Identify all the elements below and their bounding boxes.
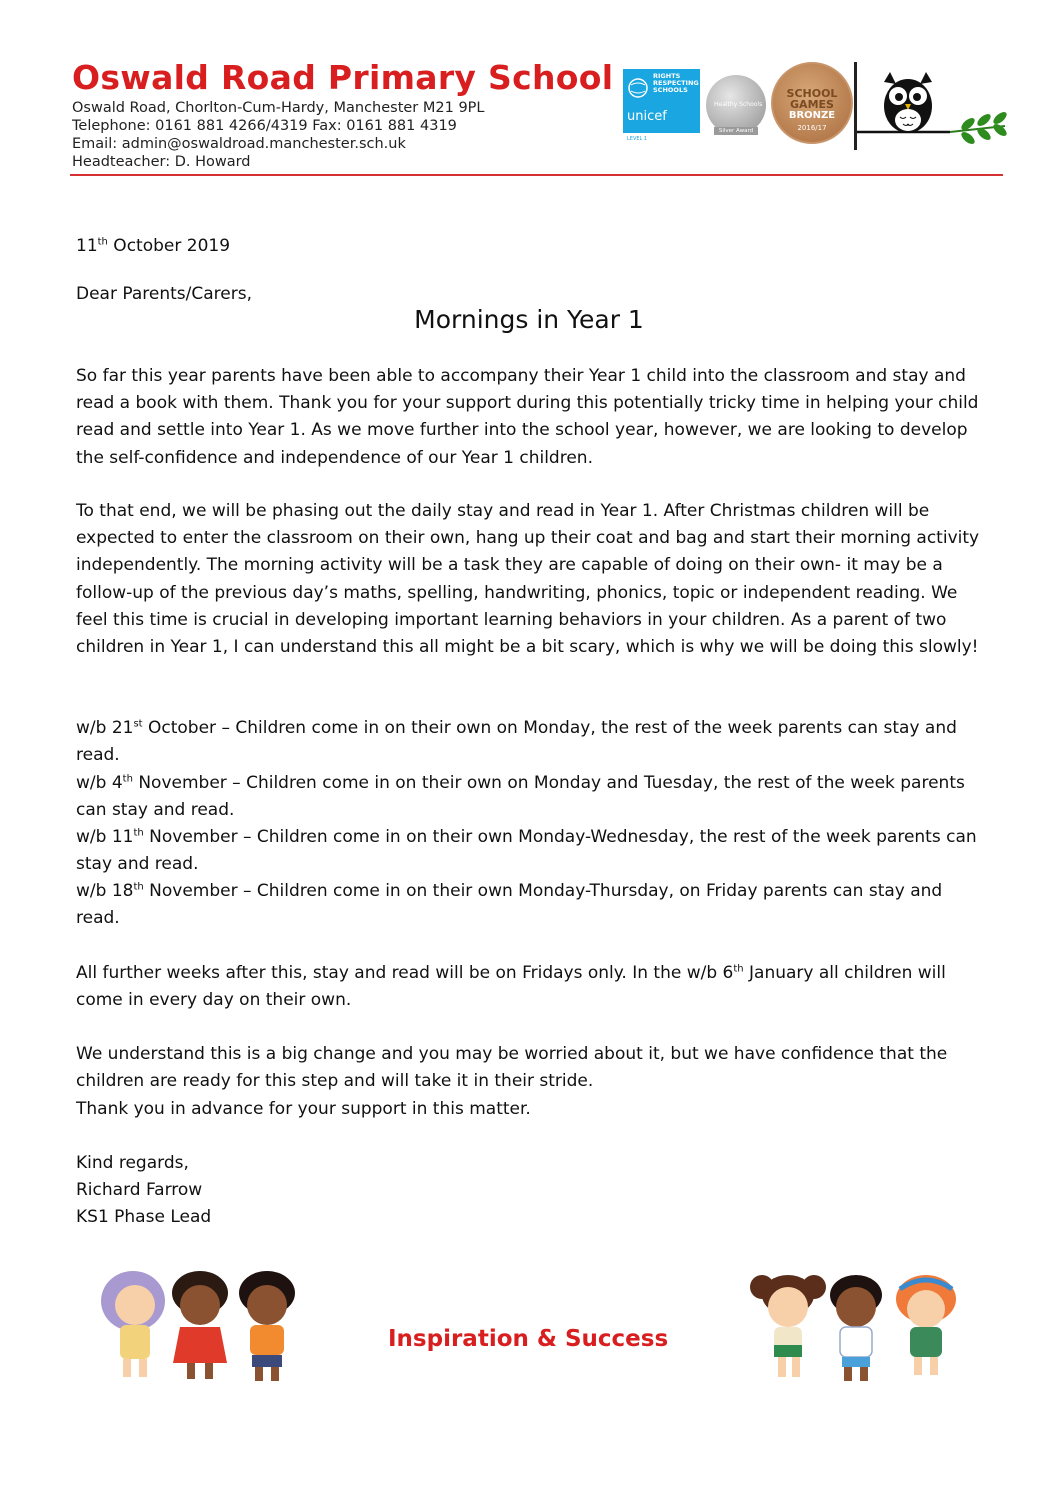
closing: Kind regards,: [76, 1153, 189, 1173]
level-label: LEVEL 1: [627, 136, 648, 142]
footer-slogan: Inspiration & Success: [388, 1326, 669, 1352]
globe-icon: [627, 75, 649, 101]
letter-title: Mornings in Year 1: [414, 305, 644, 334]
unicef-label: unicef: [627, 109, 667, 124]
rights-respecting-label: RIGHTS RESPECTING SCHOOLS: [653, 72, 699, 94]
letter-date: 11th October 2019: [76, 236, 231, 256]
children-left-illustration: [95, 1265, 310, 1385]
paragraph-further-weeks: All further weeks after this, stay and read will be on Fridays only. In the w/b 6th January all children will come in every day on their own.: [76, 963, 946, 1011]
owl-logo-icon: [850, 62, 1010, 154]
headteacher: Headteacher: D. Howard: [72, 154, 251, 170]
header-divider: [70, 174, 1003, 176]
salutation: Dear Parents/Carers,: [76, 284, 252, 304]
schedule-item: w/b 21st October – Children come in on their own on Monday, the rest of the week parents can stay and read.: [76, 718, 957, 766]
school-name: Oswald Road Primary School: [72, 58, 614, 97]
schedule-item: w/b 4th November – Children come in on their own on Monday and Tuesday, the rest of the week parents can stay and read.: [76, 773, 965, 821]
paragraph-phasing-out: To that end, we will be phasing out the daily stay and read in Year 1. After Christmas children will be expected to enter the classroom on their own, hang up their coat and bag and start their morning activity independently. The morning activity will be a task they are capable of doing on their own- it may be a follow-up of the previous day’s maths, spelling, handwriting, phonics, topic or independent reading. We feel this time is crucial in developing important learning behaviors in your children. As a parent of two children in Year 1, I can understand this all might be a bit scary, which is why we will be doing this slowly!: [76, 501, 980, 658]
schedule-item: w/b 18th November – Children come in on their own Monday-Thursday, on Friday parents can stay and read.: [76, 881, 943, 929]
school-games-badge: [771, 62, 853, 144]
school-address: Oswald Road, Chorlton-Cum-Hardy, Manchester M21 9PL: [72, 100, 485, 116]
thank-you-line: Thank you in advance for your support in this matter.: [76, 1099, 531, 1119]
bronze-label: BRONZE: [788, 110, 836, 121]
paragraph-big-change: We understand this is a big change and you may be worried about it, but we have confidence that the children are ready for this step and will take it in their stride.: [76, 1044, 948, 1092]
children-right-illustration: [748, 1267, 966, 1387]
healthy-schools-badge: [706, 75, 766, 135]
bronze-year-label: 2016/17: [797, 124, 827, 132]
school-games-label: SCHOOL GAMES: [786, 87, 838, 111]
school-telephone: Telephone: 0161 881 4266/4319 Fax: 0161 881 4319: [72, 118, 457, 134]
signatory-role: KS1 Phase Lead: [76, 1207, 212, 1227]
schedule-item: w/b 11th November – Children come in on their own Monday-Wednesday, the rest of the week parents can stay and read.: [76, 827, 977, 875]
silver-award-label: Silver Award: [714, 127, 758, 135]
paragraph-intro: So far this year parents have been able to accompany their Year 1 child into the classroom and stay and read a book with them. Thank you for your support during this potentially tricky time in helping your child read and settle into Year 1. As we move further into the school year, however, we are looking to develop the self-confidence and independence of our Year 1 children.: [76, 366, 979, 468]
school-email: Email: admin@oswaldroad.manchester.sch.uk: [72, 136, 406, 152]
rights-respecting-badge: [623, 69, 700, 133]
healthy-schools-label: Healthy Schools: [714, 101, 763, 108]
signatory-name: Richard Farrow: [76, 1180, 203, 1200]
